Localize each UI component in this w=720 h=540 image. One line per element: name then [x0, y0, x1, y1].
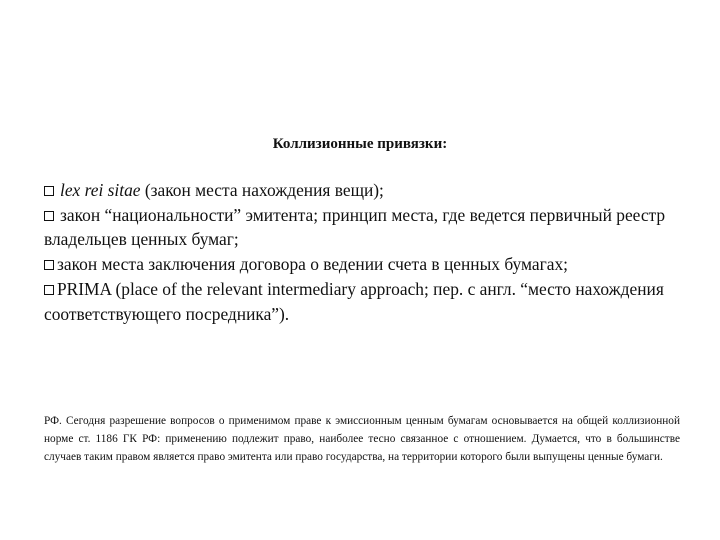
bullet-list [44, 178, 684, 326]
bullet-text: PRIMA (place of the relevant intermediary approach; пер. с англ. “место нахождения соответствующего посредника”). [44, 278, 664, 324]
bullet-item-lex-rei-sitae [44, 178, 684, 203]
bullet-italic-term: lex rei sitae [60, 180, 141, 200]
bullet-item-issuer-nationality [44, 203, 684, 252]
bullet-item-prima [44, 277, 684, 326]
bullet-text: закон места заключения договора о ведении счета в ценных бумагах; [57, 254, 568, 275]
square-bullet-icon [44, 211, 54, 221]
bullet-text: (закон места нахождения вещи); [140, 180, 384, 200]
bullet-text: закон “национальности” эмитента; принцип места, где ведется первичный реестр владельцев ценных бумаг; [44, 204, 666, 250]
square-bullet-icon [44, 186, 54, 196]
bullet-item-account-contract [44, 252, 684, 277]
square-bullet-icon [44, 260, 54, 270]
square-bullet-icon [44, 285, 54, 295]
slide-title: Коллизионные привязки: [272, 136, 448, 152]
footnote-paragraph: РФ. Сегодня разрешение вопросов о применимом праве к эмиссионным ценным бумагам основывается на общей коллизионной норме ст. 1186 ГК РФ: применению подлежит право, наиболее тесно связанное с отношением. Думается, что в большинстве случаев таким правом является право эмитента или право государства, на территории которого были выпущены ценные бумаги. [44, 415, 680, 463]
